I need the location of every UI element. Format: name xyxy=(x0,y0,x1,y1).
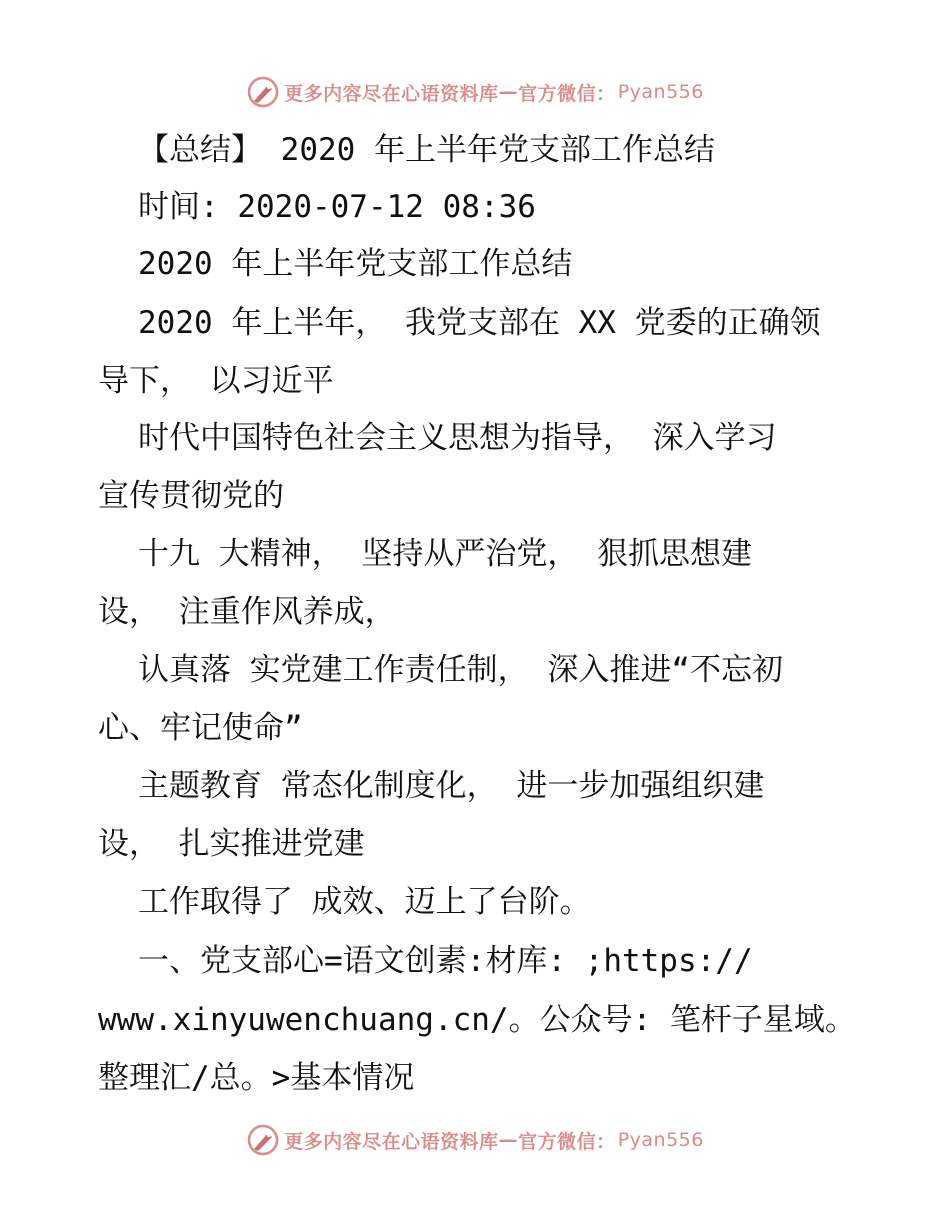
watermark-wechat-label: 官方微信： xyxy=(518,1130,616,1153)
section-heading-line: 一、党支部心=语文创素:材库: ;https:// xyxy=(138,943,753,979)
paragraph-line: 设， 注重作风养成， xyxy=(98,594,396,630)
document-date: 时间: 2020-07-12 08:36 xyxy=(138,189,536,225)
watermark-site-text: 更多内容尽在心语资料库 xyxy=(284,82,499,105)
watermark-banner-top xyxy=(0,72,950,112)
watermark-wechat-label: 官方微信： xyxy=(518,82,616,105)
paragraph-line: 2020 年上半年， 我党支部在 XX 党委的正确领 xyxy=(138,305,821,341)
paragraph-line: 时代中国特色社会主义思想为指导， 深入学习 xyxy=(138,420,777,456)
pen-nib-logo-icon xyxy=(246,75,280,109)
watermark-wechat-id: Pyan556 xyxy=(617,1129,704,1151)
paragraph-line: www.xinyuwenchuang.cn/。公众号: 笔杆子星域。 xyxy=(98,1002,856,1038)
paragraph-line: 设， 扎实推进党建 xyxy=(98,826,365,862)
document-subtitle: 2020 年上半年党支部工作总结 xyxy=(138,246,573,282)
paragraph-line: 整理汇/总。>基本情况 xyxy=(98,1060,415,1096)
watermark-wechat-id: Pyan556 xyxy=(617,81,704,103)
pen-nib-logo-icon xyxy=(246,1123,280,1157)
watermark-site-text: 更多内容尽在心语资料库 xyxy=(284,1130,499,1153)
paragraph-line: 主题教育 常态化制度化， 进一步加强组织建 xyxy=(138,768,765,804)
paragraph-line: 工作取得了 成效、迈上了台阶。 xyxy=(138,884,591,920)
paragraph-line: 心、牢记使命” xyxy=(98,710,303,746)
watermark-dash: — xyxy=(498,81,519,103)
paragraph-line: 宣传贯彻党的 xyxy=(98,478,284,514)
watermark-dash: — xyxy=(498,1129,519,1151)
paragraph-line: 认真落 实党建工作责任制， 深入推进“不忘初 xyxy=(138,652,783,688)
paragraph-line: 十九 大精神， 坚持从严治党， 狠抓思想建 xyxy=(138,536,752,572)
watermark-banner-bottom xyxy=(0,1120,950,1160)
document-title: 【总结】 2020 年上半年党支部工作总结 xyxy=(138,132,715,168)
paragraph-line: 导下， 以习近平 xyxy=(98,363,334,399)
